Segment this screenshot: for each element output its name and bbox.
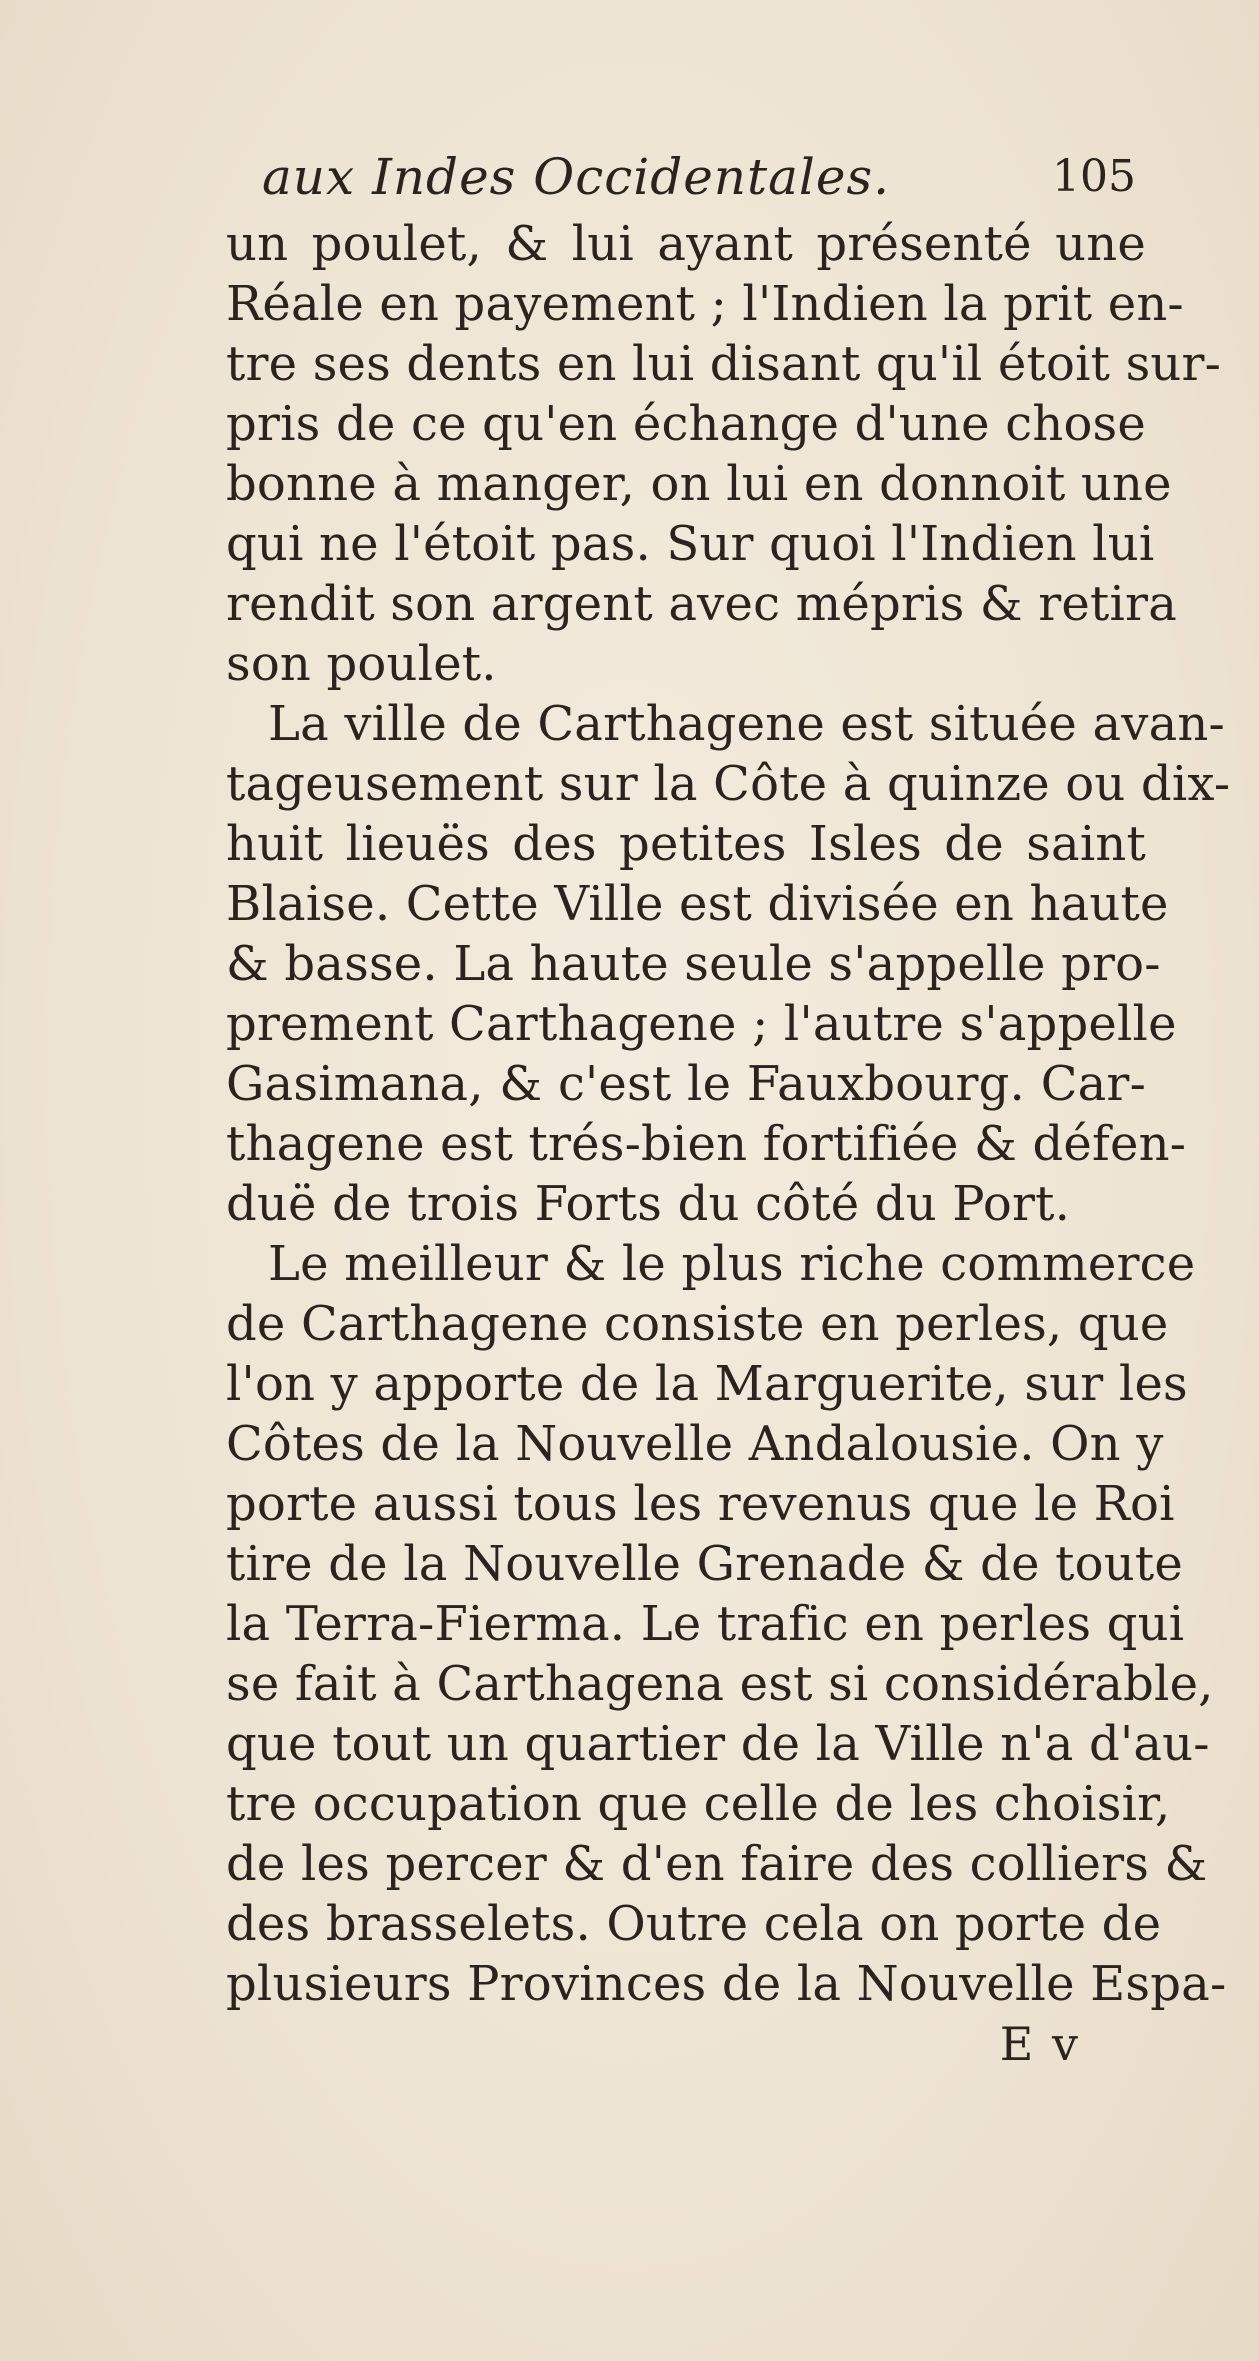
- text-line: rendit son argent avec mépris & retira: [226, 576, 1178, 632]
- text-line: Blaise. Cette Ville est divisée en haute: [226, 876, 1169, 932]
- text-line: qui ne l'étoit pas. Sur quoi l'Indien lui: [226, 516, 1155, 572]
- text-line: tre occupation que celle de les choisir,: [226, 1776, 1171, 1832]
- text-line: plusieurs Provinces de la Nouvelle Espa-: [226, 1956, 1227, 2012]
- text-line: Réale en payement ; l'Indien la prit en-: [226, 276, 1184, 332]
- text-line: tre ses dents en lui disant qu'il étoit sur-: [226, 336, 1222, 392]
- text-line: son poulet.: [226, 636, 497, 692]
- text-line: bonne à manger, on lui en donnoit une: [226, 456, 1172, 512]
- text-line: la Terra-Fierma. Le trafic en perles qui: [226, 1596, 1185, 1652]
- text-line: prement Carthagene ; l'autre s'appelle: [226, 996, 1177, 1052]
- text-line: Côtes de la Nouvelle Andalousie. On y: [226, 1416, 1164, 1472]
- text-line: tire de la Nouvelle Grenade & de toute: [226, 1536, 1183, 1592]
- text-line: l'on y apporte de la Marguerite, sur les: [226, 1356, 1188, 1412]
- paragraph-start-line: Le meilleur & le plus riche commerce: [268, 1236, 1196, 1292]
- text-line: duë de trois Forts du côté du Port.: [226, 1176, 1071, 1232]
- text-line: huit lieuës des petites Isles de saint: [226, 816, 1146, 872]
- text-line: porte aussi tous les revenus que le Roi: [226, 1476, 1175, 1532]
- text-line: Gasimana, & c'est le Fauxbourg. Car-: [226, 1056, 1146, 1112]
- running-title: aux Indes Occidentales.: [262, 148, 891, 206]
- text-line: tageusement sur la Côte à quinze ou dix-: [226, 756, 1231, 812]
- text-line: pris de ce qu'en échange d'une chose: [226, 396, 1146, 452]
- catchword: E v: [999, 2017, 1080, 2071]
- text-line: de Carthagene consiste en perles, que: [226, 1296, 1169, 1352]
- page-header: [226, 140, 1146, 214]
- page-number: 105: [1052, 151, 1136, 202]
- text-line: un poulet, & lui ayant présenté une: [226, 216, 1146, 272]
- paragraph-start-line: La ville de Carthagene est située avan-: [268, 696, 1225, 752]
- text-line: que tout un quartier de la Ville n'a d'au-: [226, 1716, 1210, 1772]
- text-block: [226, 140, 1231, 2074]
- text-line: se fait à Carthagena est si considérable,: [226, 1656, 1214, 1712]
- text-line: des brasselets. Outre cela on porte de: [226, 1896, 1162, 1952]
- text-line: de les percer & d'en faire des colliers &: [226, 1836, 1208, 1892]
- text-line: thagene est trés-bien fortifiée & défen-: [226, 1116, 1187, 1172]
- text-line: & basse. La haute seule s'appelle pro-: [226, 936, 1161, 992]
